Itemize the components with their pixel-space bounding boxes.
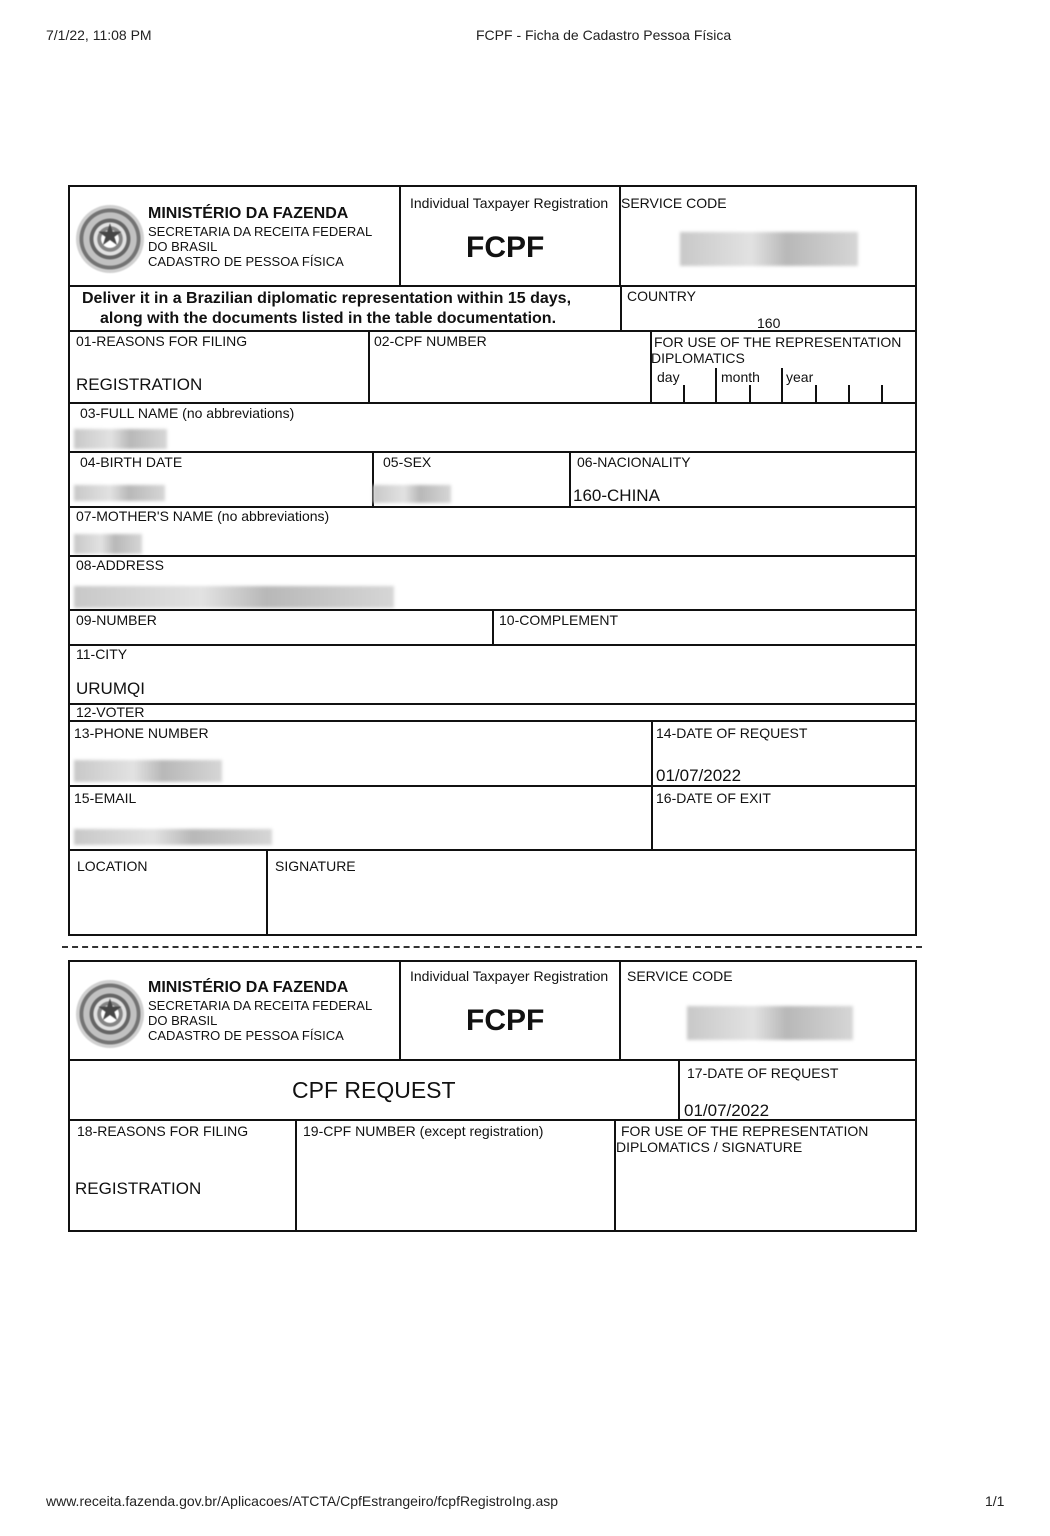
for-use-label-2: DIPLOMATICS / SIGNATURE: [616, 1139, 803, 1155]
cpf-number-label: 02-CPF NUMBER: [374, 333, 487, 349]
location-label: LOCATION: [77, 858, 148, 874]
country-value: 160: [757, 315, 781, 331]
city-value: URUMQI: [76, 679, 145, 698]
mother-name-label: 07-MOTHER'S NAME (no abbreviations): [76, 508, 330, 524]
ministry-sub-1: SECRETARIA DA RECEITA FEDERAL: [148, 224, 373, 239]
brazil-coat-of-arms-icon: ★: [76, 205, 144, 273]
for-use-label-2: DIPLOMATICS: [651, 350, 745, 366]
full-name-redacted: [74, 429, 167, 449]
fcpf-form-main: [68, 185, 917, 936]
print-datetime: 7/1/22, 11:08 PM: [46, 27, 152, 43]
month-label: month: [721, 369, 760, 385]
fcpf-form-receipt: [68, 960, 917, 1232]
city-label: 11-CITY: [76, 646, 128, 662]
ministry-sub-2: DO BRASIL: [148, 239, 218, 254]
signature-label: SIGNATURE: [275, 858, 356, 874]
ministry-sub-3: CADASTRO DE PESSOA FÍSICA: [148, 254, 344, 269]
print-page-number: 1/1: [985, 1493, 1005, 1509]
reasons-value: REGISTRATION: [75, 1179, 202, 1198]
mother-name-redacted: [74, 534, 142, 554]
fcpf-heading: FCPF: [466, 1004, 545, 1037]
day-label: day: [657, 369, 680, 385]
nationality-value: 160-CHINA: [573, 486, 660, 505]
ministry-sub-3: CADASTRO DE PESSOA FÍSICA: [148, 1028, 344, 1043]
date-of-request-label: 17-DATE OF REQUEST: [687, 1065, 839, 1081]
full-name-label: 03-FULL NAME (no abbreviations): [80, 405, 295, 421]
deliver-notice-line1: Deliver it in a Brazilian diplomatic representation within 15 days,: [82, 290, 572, 307]
reasons-label: 01-REASONS FOR FILING: [76, 333, 248, 349]
cpf-request-title: CPF REQUEST: [292, 1077, 456, 1103]
birth-date-label: 04-BIRTH DATE: [80, 454, 183, 470]
for-use-label-1: FOR USE OF THE REPRESENTATION: [654, 334, 902, 350]
date-of-request-value: 01/07/2022: [684, 1101, 770, 1120]
country-label: COUNTRY: [627, 288, 696, 304]
ministry-title: MINISTÉRIO DA FAZENDA: [148, 979, 349, 996]
birth-date-redacted: [74, 485, 165, 501]
sex-redacted: [373, 485, 451, 503]
address-redacted: [74, 586, 394, 608]
service-code-label: SERVICE CODE: [627, 968, 733, 984]
ministry-title: MINISTÉRIO DA FAZENDA: [148, 205, 349, 222]
voter-label: 12-VOTER: [76, 704, 145, 720]
number-label: 09-NUMBER: [76, 612, 157, 628]
reasons-label: 18-REASONS FOR FILING: [77, 1123, 249, 1139]
deliver-notice-line2: along with the documents listed in the table documentation.: [100, 310, 557, 327]
fcpf-heading: FCPF: [466, 231, 545, 264]
ministry-sub-1: SECRETARIA DA RECEITA FEDERAL: [148, 998, 373, 1013]
print-title: FCPF - Ficha de Cadastro Pessoa Física: [476, 27, 732, 43]
itr-label: Individual Taxpayer Registration: [410, 968, 609, 984]
email-redacted: [74, 829, 272, 845]
address-label: 08-ADDRESS: [76, 557, 164, 573]
sex-label: 05-SEX: [383, 454, 432, 470]
service-code-label: SERVICE CODE: [621, 195, 727, 211]
phone-label: 13-PHONE NUMBER: [74, 725, 209, 741]
itr-label: Individual Taxpayer Registration: [410, 195, 609, 211]
service-code-redacted: [680, 232, 858, 266]
date-of-request-value: 01/07/2022: [656, 766, 742, 785]
cut-line: [62, 946, 922, 948]
for-use-label-1: FOR USE OF THE REPRESENTATION: [621, 1123, 869, 1139]
date-of-request-label: 14-DATE OF REQUEST: [656, 725, 808, 741]
phone-redacted: [74, 760, 222, 782]
date-of-exit-label: 16-DATE OF EXIT: [656, 790, 771, 806]
nationality-label: 06-NACIONALITY: [577, 454, 691, 470]
brazil-coat-of-arms-icon: ★: [76, 980, 144, 1048]
ministry-sub-2: DO BRASIL: [148, 1013, 218, 1028]
print-url: www.receita.fazenda.gov.br/Aplicacoes/ATCTA/CpfEstrangeiro/fcpfRegistroIng.asp: [46, 1493, 559, 1509]
year-label: year: [786, 369, 814, 385]
cpf-number-label: 19-CPF NUMBER (except registration): [303, 1123, 544, 1139]
reasons-value: REGISTRATION: [76, 375, 203, 394]
email-label: 15-EMAIL: [74, 790, 137, 806]
complement-label: 10-COMPLEMENT: [499, 612, 619, 628]
service-code-redacted: [687, 1006, 853, 1040]
